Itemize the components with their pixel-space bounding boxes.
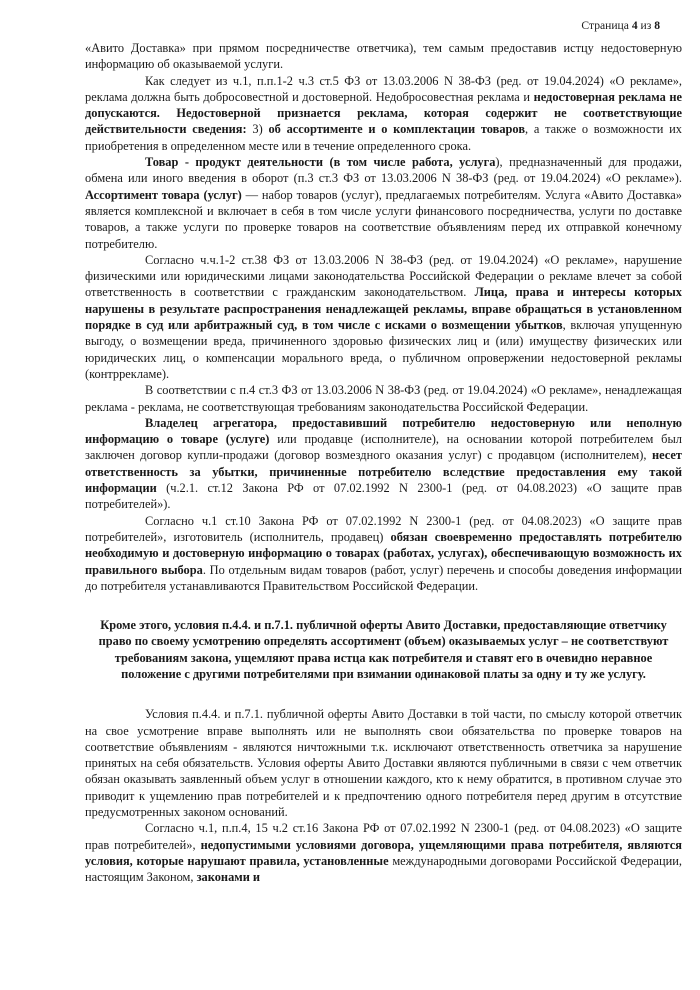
text-run: , включая упущенную выгоду, о возмещении вреда, причиненного здоровью физических лиц и (или) имуществу физических или юридических лиц, о компенсации морального вреда, о публичном опровержении недостоверной рекламы (контррекламе). — [85, 318, 682, 381]
text-run: Согласно ч.1, п.п.4, 15 ч.2 ст.16 Закона РФ от 07.02.1992 N 2300-1 (ред. от 04.08.2023) «О защите прав потребителей», — [85, 821, 682, 852]
text-run: В соответствии с п.4 ст.3 ФЗ от 13.03.2006 N 38-ФЗ (ред. от 19.04.2024) «О рекламе», ненадлежащая реклама - реклама, не соответствующая требованиям законодательства Российской Федерации. — [85, 383, 682, 414]
page-number-header — [581, 19, 660, 32]
text-run: (ч.2.1. ст.12 Закона РФ от 07.02.1992 N 2300-1 (ред. от 04.08.2023) «О защите прав потребителей»). — [85, 481, 682, 512]
total-pages-number: 8 — [654, 19, 660, 32]
text-run: 3) — [246, 122, 269, 137]
bold-text-run: недопустимыми условиями договора, ущемляющими права потребителя, являются условия, которые нарушают правила, установленные — [85, 837, 682, 868]
page-label: Страница — [581, 19, 632, 32]
paragraphs-bottom — [85, 706, 682, 885]
bold-text-run: недостоверная реклама не допускаются. Недостоверной признается реклама, которая содержит не соответствующие действительности сведения: — [85, 89, 682, 137]
text-run: Условия п.4.4. и п.7.1. публичной оферты Авито Доставки в той части, по смыслу которой ответчик на свое усмотрение вправе выполнять или не выполнять свои обязательства по проверке товаров на соответствие объявлениям - являются ничтожными т.к. исключают ответственность ответчика за нарушение принятых на себя обязательств. Условия оферты Авито Доставки являются публичными в связи с чем ответчик обязан оказывать заявленный объем услуг в отношении каждого, кто к нему обратится, в противном случае это приводит к ущемлению прав потребителей и к предпочтению одного потребителя перед другим в отсутствие предусмотренных законом оснований. — [85, 707, 682, 820]
text-run: Согласно ч.ч.1-2 ст.38 ФЗ от 13.03.2006 N 38-ФЗ (ред. от 19.04.2024) «О рекламе», нарушение физическими или юридическими лицами законодательства Российской Федерации о рекламе влечет за собой ответственность в соответствии с гражданским законодательством. — [85, 252, 682, 300]
paragraphs-top — [85, 40, 682, 594]
paragraph — [85, 513, 682, 594]
text-run: ), предназначенный для продажи, обмена или иного введения в оборот (п.3 ст.3 ФЗ от 13.03.2006 N 38-ФЗ (ред. от 19.04.2024) «О рекламе»). — [85, 155, 682, 186]
text-run: , а также о возможности их приобретения в определенном месте или в течение определенного срока. — [85, 122, 682, 153]
bold-text-run: Лица, права и интересы которых нарушены в результате распространения ненадлежащей рекламы, вправе обращаться в установленном порядке в суд или арбитражный суд, в том числе с исками о возмещении убытков — [85, 285, 682, 333]
bold-text-run: об ассортименте и о комплектации товаров — [268, 122, 526, 137]
bold-text-run: Владелец агрегатора, предоставивший потребителю недостоверную или неполную информацию о товаре (услуге) — [85, 415, 682, 447]
text-run: или продавце (исполнителе), на основании которой потребителем был заключен договор купли-продажи (договор возмездного оказания услуг) с продавцом (исполнителем), — [85, 432, 682, 463]
paragraph — [85, 415, 682, 513]
paragraph — [85, 73, 682, 154]
text-run: Согласно ч.1 ст.10 Закона РФ от 07.02.1992 N 2300-1 (ред. от 04.08.2023) «О защите прав потребителей», изготовитель (исполнитель, продавец) — [85, 513, 682, 544]
bold-text-run: несет ответственность за убытки, причиненные потребителю вследствие предоставления ему такой информации — [85, 448, 682, 496]
paragraph — [85, 40, 682, 73]
bold-text-run: Товар - продукт деятельности (в том числе работа, услуга — [145, 155, 496, 170]
bold-text-run: законами и — [196, 870, 261, 885]
paragraph — [85, 252, 682, 382]
text-run: Как следует из ч.1, п.п.1-2 ч.3 ст.5 ФЗ от 13.03.2006 N 38-ФЗ (ред. от 19.04.2024) «О рекламе», реклама должна быть добросовестной и достоверной. Недобросовестная реклама и — [85, 73, 682, 104]
page-of-label: из — [637, 19, 655, 32]
text-run: международными договорами Российской Федерации, настоящим Законом, — [85, 853, 682, 885]
text-run: . По отдельным видам товаров (работ, услуг) перечень и способы доведения информации до потребителя устанавливаются Правительством Российской Федерации. — [85, 562, 682, 593]
paragraph — [85, 382, 682, 415]
text-run: «Авито Доставка» при прямом посредничестве ответчика), тем самым предоставив истцу недостоверную информацию об оказываемой услуги. — [85, 41, 682, 72]
bold-text-run: обязан своевременно предоставлять потребителю необходимую и достоверную информацию о товарах (работах, услугах), обеспечивающую возможность их правильного выбора — [85, 529, 682, 577]
text-run: — набор товаров (услуг), предлагаемых потребителям. Услуга «Авито Доставка» является комплексной и включает в себя в том числе услуги финансового посредничества, услуги по доставке товаров, а также услуги по проверке товаров на соответствие объявлениям перед их отправкой конечному потребителю. — [85, 187, 682, 251]
paragraph — [85, 706, 682, 820]
section-heading: Кроме этого, условия п.4.4. и п.7.1. публичной оферты Авито Доставки, предоставляющие ответчику право по своему усмотрению определять ассортимент (объем) оказываемых услуг – не соответствуют требованиям закона, ущемляют права истца как потребителя и ставят его в очевидно неравное положение с другими потребителями при взимании одинаковой платы за одну и ту же услугу. — [98, 618, 669, 681]
paragraph — [85, 154, 682, 252]
paragraph — [85, 820, 682, 885]
bold-text-run: Ассортимент товара (услуг) — [85, 187, 242, 202]
current-page-number: 4 — [631, 19, 638, 32]
document-body — [85, 40, 682, 886]
